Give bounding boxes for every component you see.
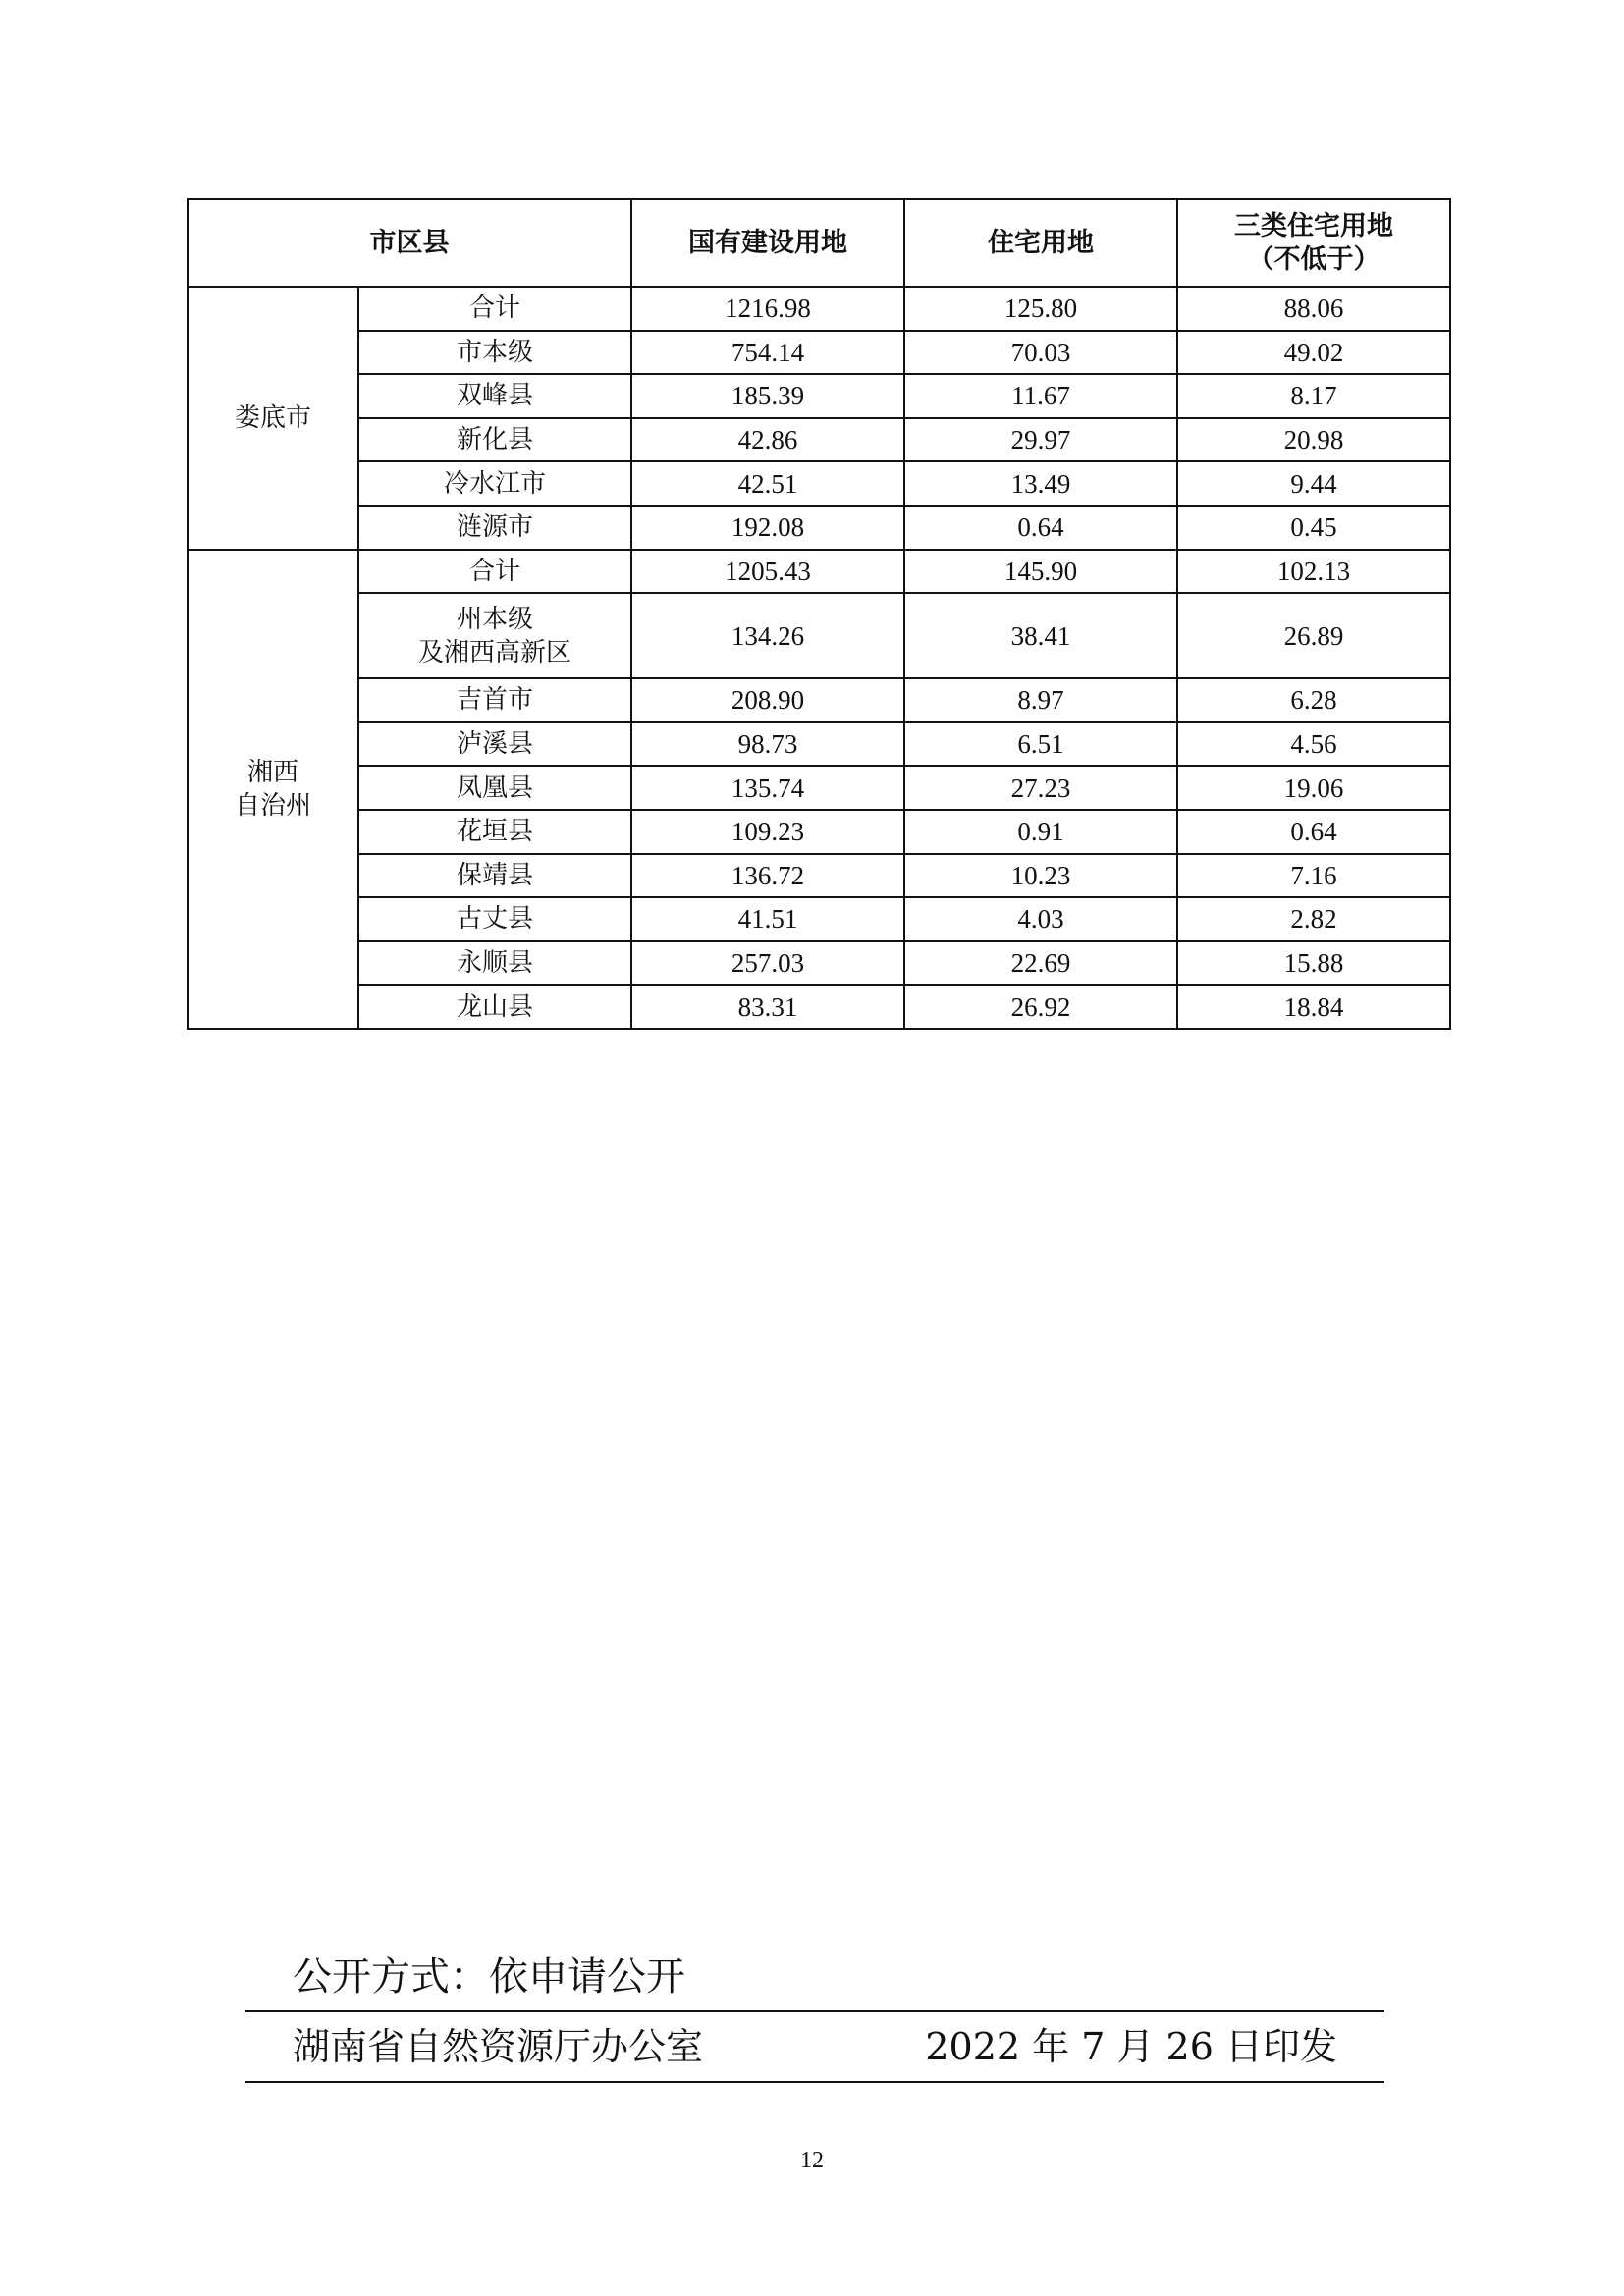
residential-cell: 11.67 <box>904 374 1177 418</box>
disclosure-value: 依申请公开 <box>489 1954 685 2000</box>
residential-cell: 4.03 <box>904 897 1177 941</box>
district-name-cell <box>358 766 631 810</box>
district-name-cell <box>358 985 631 1029</box>
district-name-line: 涟源市 <box>456 512 533 543</box>
district-name-line: 花垣县 <box>456 817 533 847</box>
residential-cell: 6.51 <box>904 722 1177 767</box>
table-row <box>188 854 1450 898</box>
residential-cell: 0.91 <box>904 810 1177 854</box>
class3-cell: 7.16 <box>1177 854 1450 898</box>
issuer-name: 湖南省自然资源厅办公室 <box>293 2025 704 2068</box>
district-name-line: 市本级 <box>456 337 533 367</box>
district-name-cell <box>358 897 631 941</box>
class3-cell: 49.02 <box>1177 331 1450 375</box>
table-row <box>188 722 1450 767</box>
table-row <box>188 418 1450 462</box>
disclosure-line <box>245 1944 1384 2010</box>
header-class3-line1: 三类住宅用地 <box>1234 210 1393 241</box>
district-name-cell <box>358 678 631 722</box>
residential-cell: 10.23 <box>904 854 1177 898</box>
state-land-cell: 135.74 <box>631 766 904 810</box>
header-state-land: 国有建设用地 <box>631 199 904 287</box>
class3-cell: 19.06 <box>1177 766 1450 810</box>
state-land-cell: 208.90 <box>631 678 904 722</box>
residential-cell: 26.92 <box>904 985 1177 1029</box>
state-land-cell: 1216.98 <box>631 287 904 331</box>
district-name-line: 吉首市 <box>456 685 533 716</box>
residential-cell: 13.49 <box>904 461 1177 506</box>
land-quota-table <box>187 198 1451 1030</box>
district-name-line: 龙山县 <box>456 991 533 1022</box>
table-row <box>188 331 1450 375</box>
state-land-cell: 42.51 <box>631 461 904 506</box>
state-land-cell: 41.51 <box>631 897 904 941</box>
disclosure-label: 公开方式： <box>293 1954 489 2000</box>
district-name-line: 州本级 <box>456 604 533 634</box>
district-name-line: 冷水江市 <box>443 468 546 499</box>
table-row <box>188 374 1450 418</box>
class3-cell: 6.28 <box>1177 678 1450 722</box>
issuer-line <box>245 2012 1384 2081</box>
district-name-line: 及湘西高新区 <box>417 637 571 667</box>
table-header-row <box>188 199 1450 287</box>
state-land-cell: 257.03 <box>631 941 904 986</box>
district-name-line: 凤凰县 <box>456 773 533 803</box>
header-region: 市区县 <box>188 199 631 287</box>
residential-cell: 8.97 <box>904 678 1177 722</box>
class3-cell: 2.82 <box>1177 897 1450 941</box>
class3-cell: 18.84 <box>1177 985 1450 1029</box>
district-name-line: 双峰县 <box>456 381 533 411</box>
state-land-cell: 1205.43 <box>631 550 904 594</box>
residential-cell: 145.90 <box>904 550 1177 594</box>
class3-cell: 20.98 <box>1177 418 1450 462</box>
state-land-cell: 134.26 <box>631 593 904 678</box>
district-name-cell <box>358 418 631 462</box>
residential-cell: 22.69 <box>904 941 1177 986</box>
table-body <box>188 287 1450 1029</box>
residential-cell: 27.23 <box>904 766 1177 810</box>
table-row <box>188 766 1450 810</box>
class3-cell: 26.89 <box>1177 593 1450 678</box>
table-row <box>188 897 1450 941</box>
residential-cell: 0.64 <box>904 506 1177 550</box>
region-group-name-line: 湘西 <box>246 757 298 787</box>
table-row <box>188 506 1450 550</box>
page-number: 12 <box>800 2148 824 2173</box>
state-land-cell: 42.86 <box>631 418 904 462</box>
state-land-cell: 98.73 <box>631 722 904 767</box>
header-class3 <box>1177 199 1450 287</box>
district-name-line: 合计 <box>468 294 520 324</box>
district-name-cell <box>358 331 631 375</box>
state-land-cell: 185.39 <box>631 374 904 418</box>
region-group-name-line: 自治州 <box>234 790 311 821</box>
region-group-cell <box>188 287 358 550</box>
footer-rule-bottom <box>245 2081 1384 2083</box>
state-land-cell: 192.08 <box>631 506 904 550</box>
district-name-cell <box>358 941 631 986</box>
region-group-name-line: 娄底市 <box>234 402 311 433</box>
class3-cell: 8.17 <box>1177 374 1450 418</box>
table-row <box>188 461 1450 506</box>
district-name-cell <box>358 593 631 678</box>
residential-cell: 70.03 <box>904 331 1177 375</box>
header-class3-line2: （不低于） <box>1247 243 1380 275</box>
issue-date: 2022 年 7 月 26 日印发 <box>925 2025 1337 2068</box>
district-name-cell <box>358 722 631 767</box>
district-name-line: 新化县 <box>456 425 533 455</box>
table-row <box>188 593 1450 678</box>
state-land-cell: 754.14 <box>631 331 904 375</box>
class3-cell: 9.44 <box>1177 461 1450 506</box>
district-name-line: 永顺县 <box>456 948 533 979</box>
header-residential: 住宅用地 <box>904 199 1177 287</box>
table-row <box>188 550 1450 594</box>
class3-cell: 88.06 <box>1177 287 1450 331</box>
document-footer <box>245 1944 1384 2083</box>
class3-cell: 15.88 <box>1177 941 1450 986</box>
table-row <box>188 810 1450 854</box>
district-name-cell <box>358 461 631 506</box>
district-name-line: 古丈县 <box>456 904 533 934</box>
region-group-cell <box>188 550 358 1029</box>
district-name-line: 合计 <box>468 556 520 586</box>
district-name-line: 泸溪县 <box>456 729 533 760</box>
table-row <box>188 941 1450 986</box>
residential-cell: 29.97 <box>904 418 1177 462</box>
district-name-cell <box>358 287 631 331</box>
class3-cell: 0.45 <box>1177 506 1450 550</box>
district-name-cell <box>358 506 631 550</box>
table-row <box>188 678 1450 722</box>
district-name-cell <box>358 374 631 418</box>
table-row <box>188 985 1450 1029</box>
state-land-cell: 136.72 <box>631 854 904 898</box>
residential-cell: 38.41 <box>904 593 1177 678</box>
class3-cell: 0.64 <box>1177 810 1450 854</box>
district-name-cell <box>358 854 631 898</box>
class3-cell: 102.13 <box>1177 550 1450 594</box>
table-row <box>188 287 1450 331</box>
state-land-cell: 109.23 <box>631 810 904 854</box>
residential-cell: 125.80 <box>904 287 1177 331</box>
district-name-cell <box>358 550 631 594</box>
state-land-cell: 83.31 <box>631 985 904 1029</box>
district-name-line: 保靖县 <box>456 860 533 890</box>
class3-cell: 4.56 <box>1177 722 1450 767</box>
district-name-cell <box>358 810 631 854</box>
